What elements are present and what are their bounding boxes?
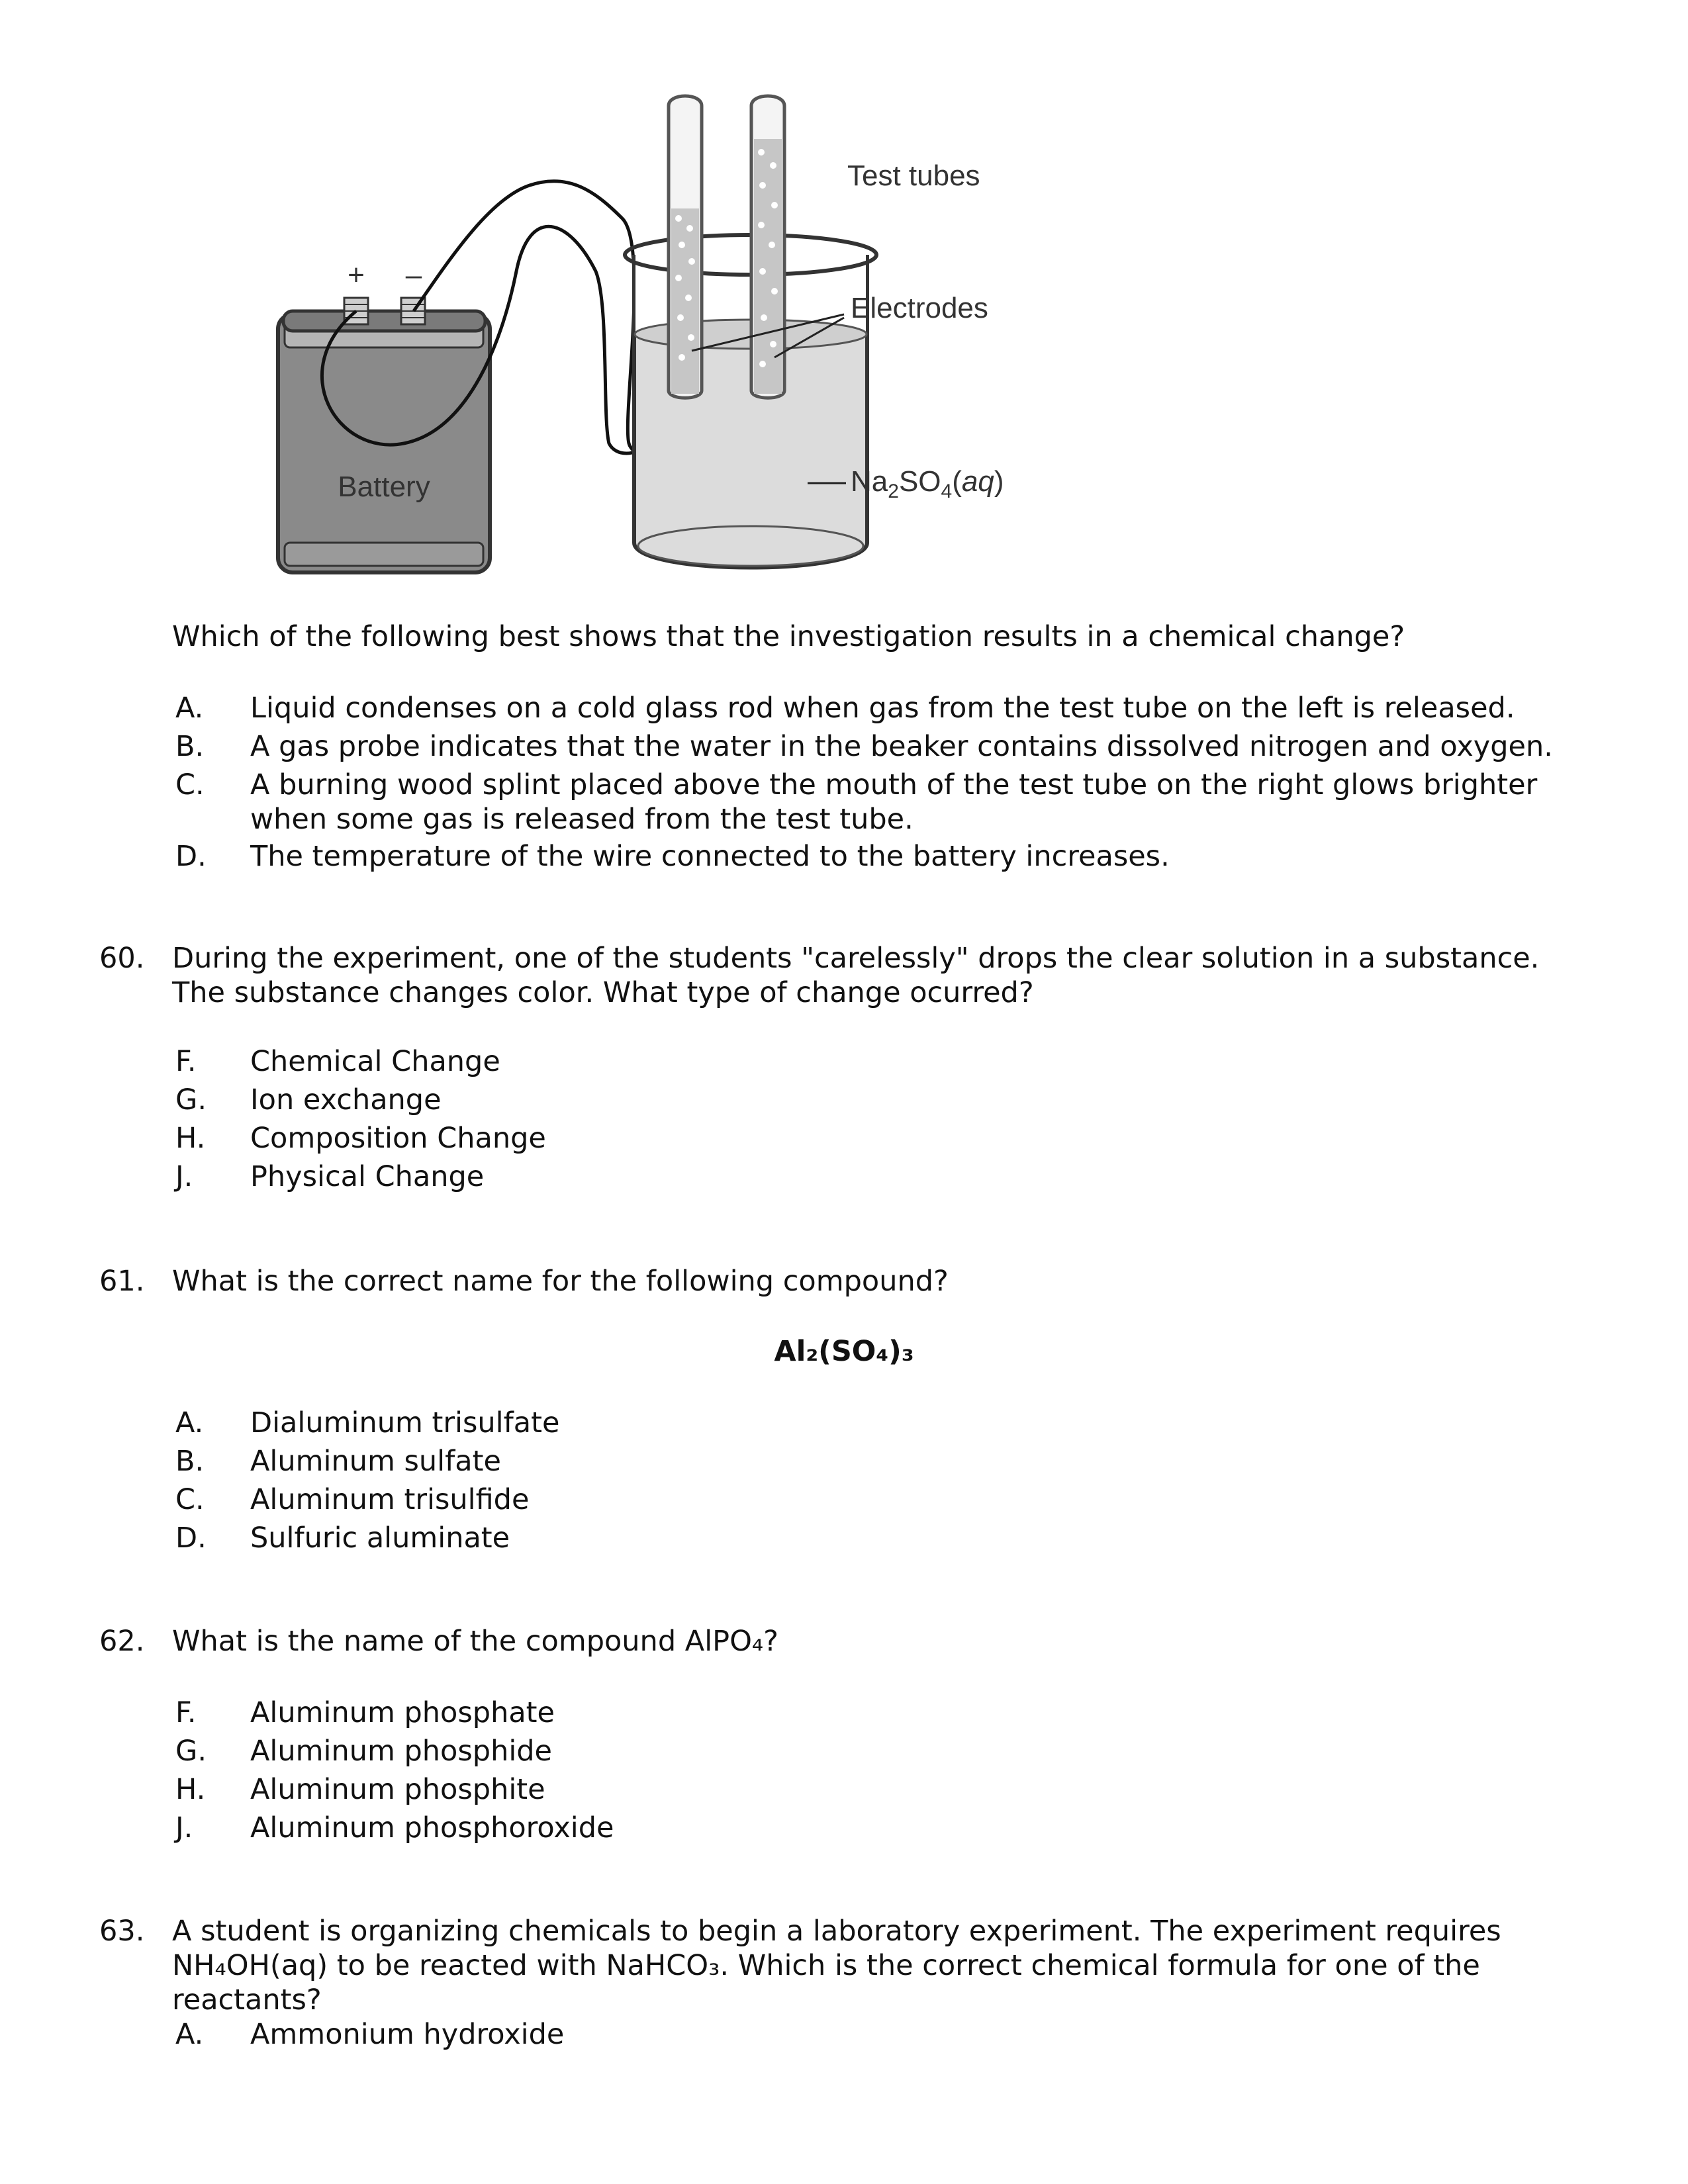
option-letter: B.: [175, 1445, 205, 1478]
option-letter: D.: [175, 840, 207, 873]
option-text: Ion exchange: [250, 1083, 442, 1116]
option-text: Liquid condenses on a cold glass rod when gas from the test tube on the left is released.: [250, 692, 1515, 725]
option-text: Chemical Change: [250, 1045, 500, 1078]
option-text: Dialuminum trisulfate: [250, 1406, 560, 1439]
plus-sign: +: [348, 259, 365, 291]
option-text: Aluminum phosphide: [250, 1735, 553, 1768]
option-text: Aluminum phosphite: [250, 1773, 545, 1806]
q60-number: 60.: [99, 942, 145, 975]
option-letter: B.: [175, 730, 205, 763]
test-tube-left: [669, 96, 702, 398]
electrolysis-diagram: [252, 86, 1125, 596]
option-letter: C.: [175, 768, 205, 801]
option-letter: J.: [175, 1160, 193, 1193]
option-letter: G.: [175, 1735, 207, 1768]
option-text: A gas probe indicates that the water in the beaker contains dissolved nitrogen and oxygen.: [250, 730, 1553, 763]
option-letter: F.: [175, 1045, 197, 1078]
option-text: Ammonium hydroxide: [250, 2018, 565, 2051]
q61-stem: What is the correct name for the following compound?: [172, 1265, 949, 1298]
option-letter: A.: [175, 692, 204, 725]
option-letter: D.: [175, 1522, 207, 1555]
option-text: Aluminum phosphoroxide: [250, 1811, 614, 1844]
option-letter: J.: [175, 1811, 193, 1844]
option-letter: G.: [175, 1083, 207, 1116]
option-letter: H.: [175, 1122, 206, 1155]
battery-label: Battery: [338, 471, 430, 503]
test-tubes-label: Test tubes: [847, 159, 980, 192]
minus-sign: –: [405, 259, 422, 291]
option-text: The temperature of the wire connected to the battery increases.: [250, 840, 1170, 873]
test-tube-right: [751, 96, 784, 398]
battery: [278, 259, 490, 572]
option-text: Composition Change: [250, 1122, 546, 1155]
option-letter: A.: [175, 1406, 204, 1439]
option-letter: H.: [175, 1773, 206, 1806]
solution-label: $Na_2SO_4(aq)$: [851, 465, 1004, 502]
option-text: Aluminum sulfate: [250, 1445, 501, 1478]
option-text: Sulfuric aluminate: [250, 1522, 510, 1555]
option-letter: A.: [175, 2018, 204, 2051]
q62-stem: What is the name of the compound AlPO₄?: [172, 1625, 778, 1658]
option-letter: C.: [175, 1483, 205, 1516]
q59-stem: Which of the following best shows that the investigation results in a chemical change?: [172, 620, 1405, 653]
electrodes-label: Electrodes: [851, 292, 988, 324]
q60-stem: During the experiment, one of the students "carelessly" drops the clear solution in a substance. The substance changes color. What type of change ocurred?: [172, 942, 1540, 1009]
option-text: Physical Change: [250, 1160, 485, 1193]
q63-number: 63.: [99, 1915, 145, 1948]
option-text: Aluminum phosphate: [250, 1696, 555, 1729]
option-text: Aluminum trisulfide: [250, 1483, 530, 1516]
option-letter: F.: [175, 1696, 197, 1729]
option-text: A burning wood splint placed above the mouth of the test tube on the right glows brighter when some gas is released from the test tube.: [250, 768, 1538, 836]
q63-stem: A student is organizing chemicals to begin a laboratory experiment. The experiment requires NH₄OH(aq) to be reacted with NaHCO₃. Which is the correct chemical formula for one of the reactants?: [172, 1915, 1501, 2017]
q61-formula: Al₂(SO₄)₃: [774, 1335, 914, 1368]
q61-number: 61.: [99, 1265, 145, 1298]
q62-number: 62.: [99, 1625, 145, 1658]
